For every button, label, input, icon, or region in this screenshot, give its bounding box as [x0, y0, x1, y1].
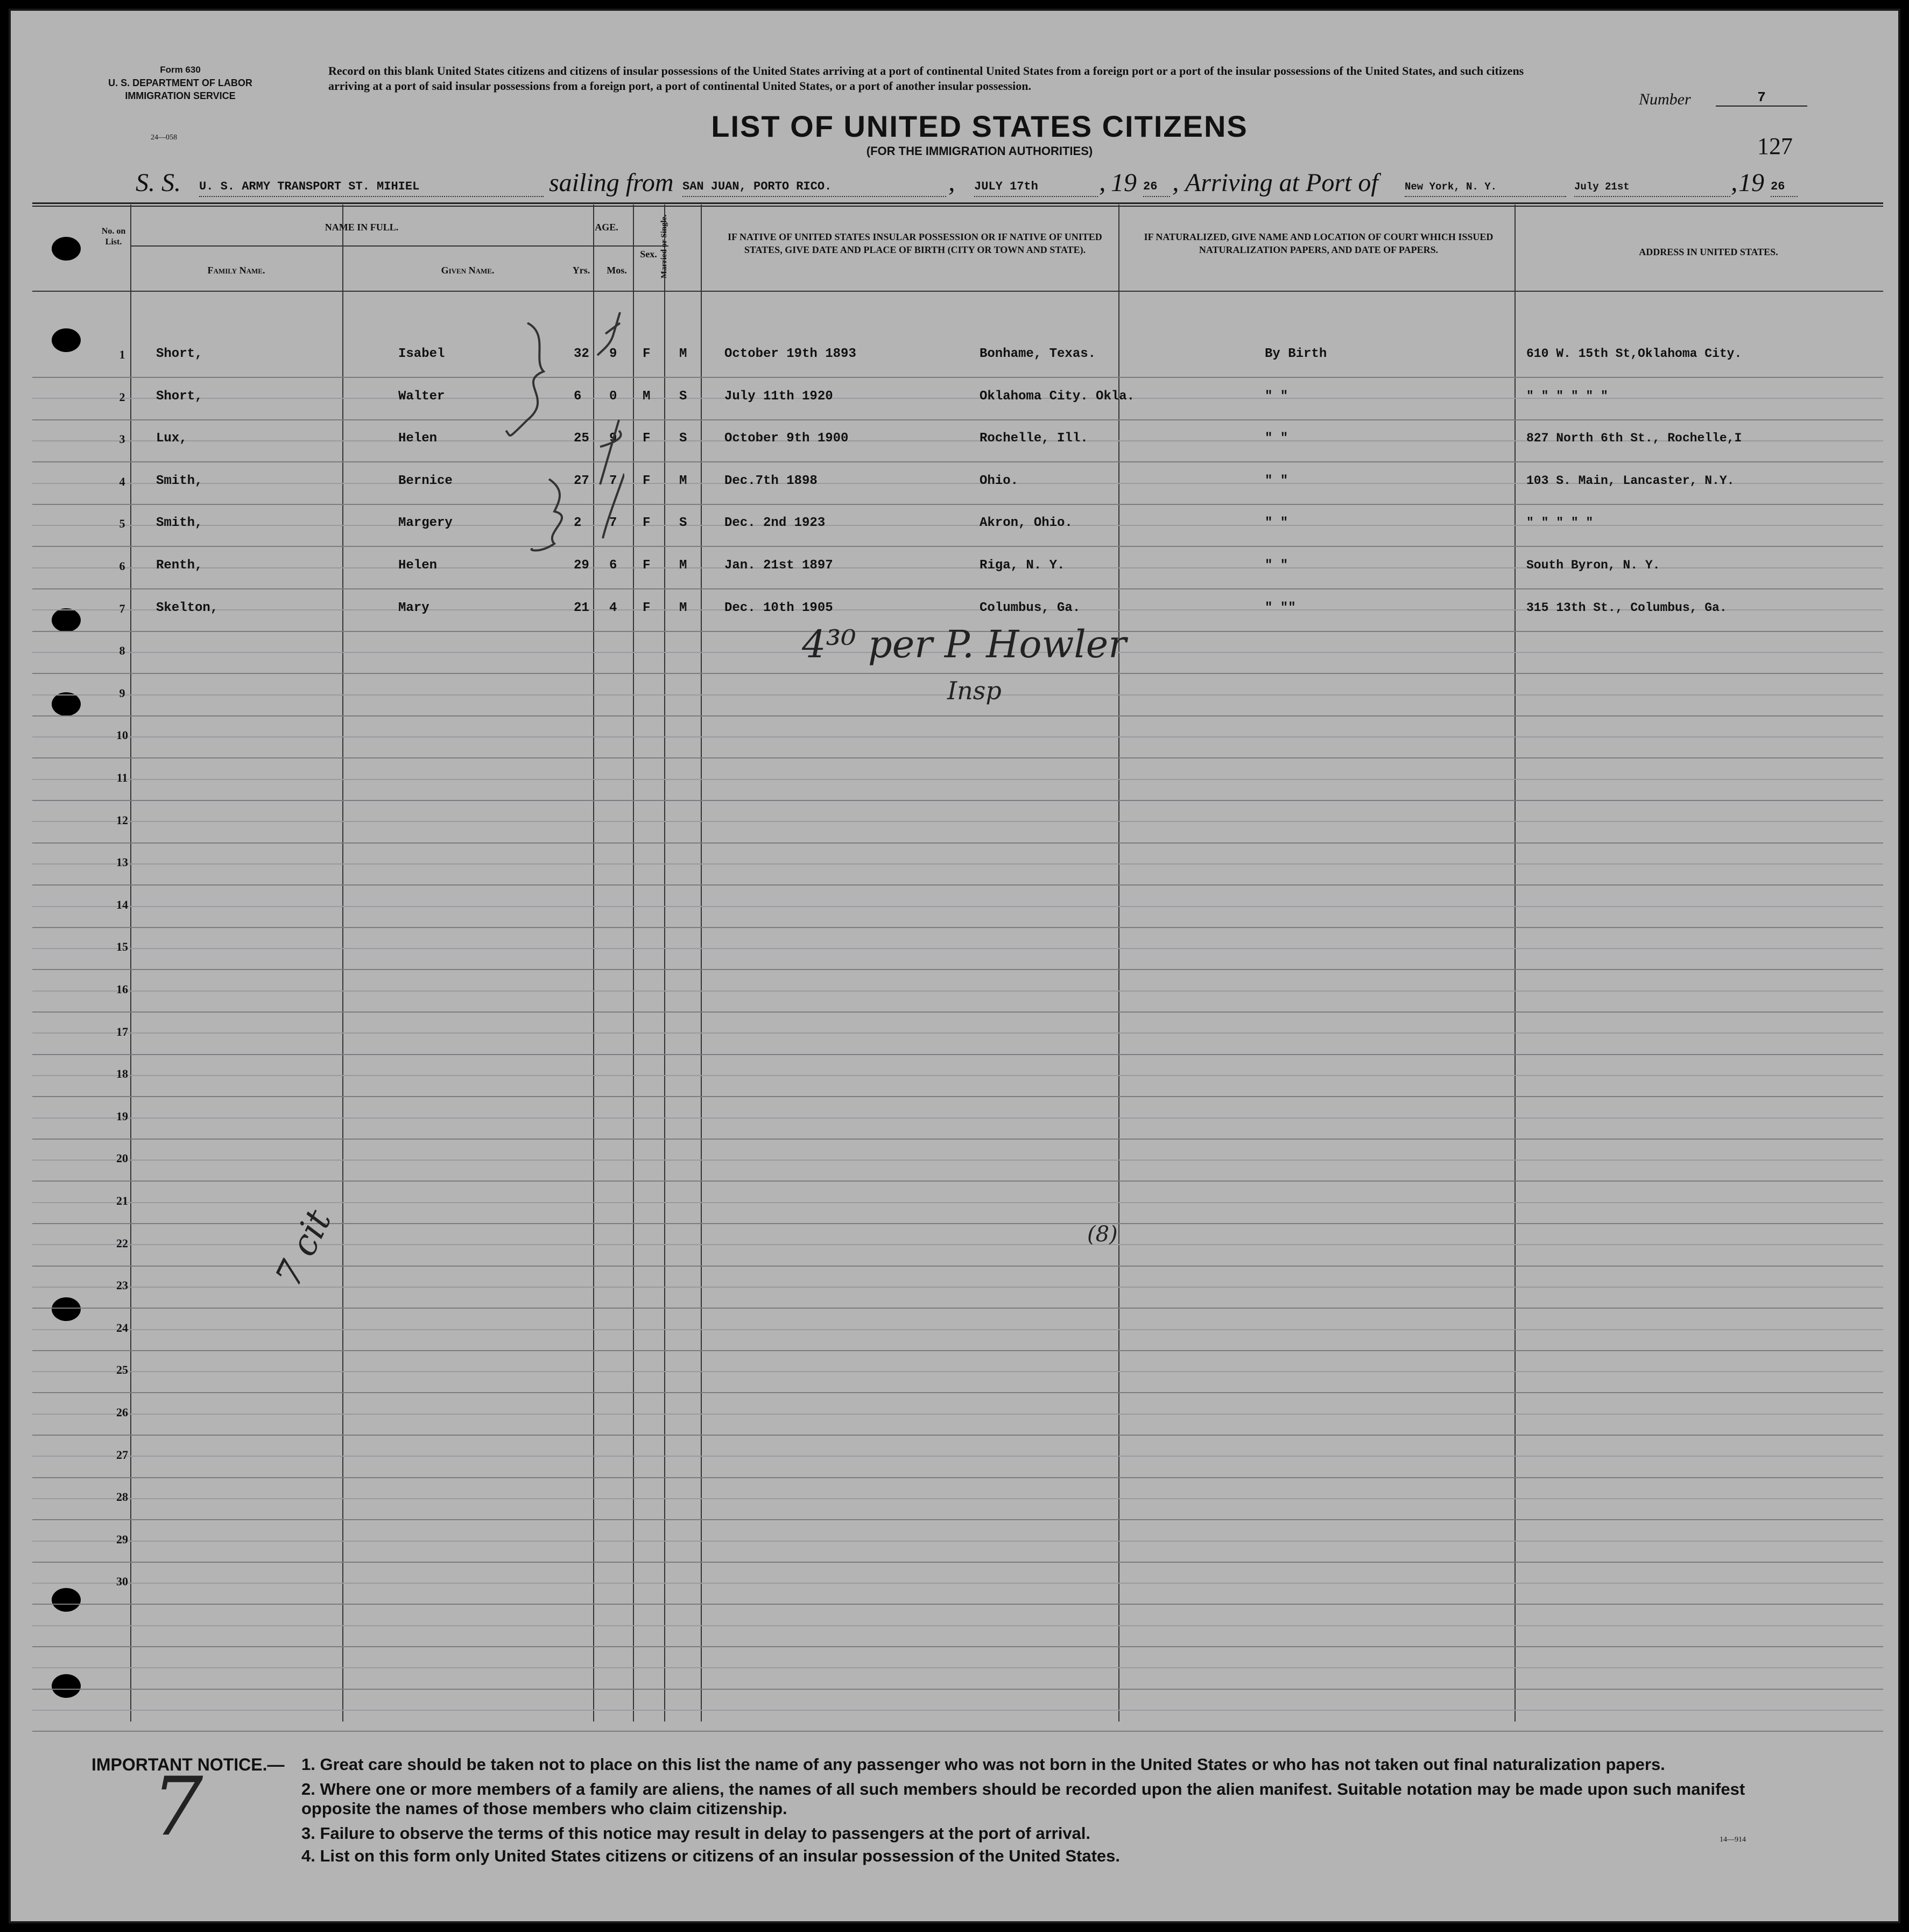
age-years-cell: 27 [574, 473, 589, 488]
row-number: 28 [116, 1490, 128, 1504]
family-name-cell: Short, [156, 389, 203, 404]
col-married-or-single: Married or Single. [660, 214, 668, 279]
us-address-cell: " " " " " [1526, 516, 1594, 530]
marital-status-cell: M [679, 473, 687, 488]
row-subrule [32, 1667, 1883, 1668]
row-rule [32, 1392, 1883, 1393]
handwritten-time-note: 4³⁰ per P. Howler [802, 622, 1126, 666]
number-label: Number [1639, 90, 1691, 108]
row-rule [32, 1308, 1883, 1309]
sex-cell: F [643, 600, 651, 615]
col-age-yrs: Yrs. [572, 265, 590, 276]
binder-hole [52, 692, 81, 716]
handwritten-insp-note: Insp [947, 676, 1002, 705]
birth-date-cell: Dec.7th 1898 [724, 473, 818, 488]
age-months-cell: 0 [609, 389, 617, 404]
col-family-name: Family Name. [207, 265, 265, 276]
sheet-number: 127 [1757, 133, 1793, 159]
record-instructions: Record on this blank United States citizens and citizens of insular possessions of the United States arriving at a port of continental United States from a foreign port or a port of the insular possessions of the United States, and such citizens arriving at a port of said insular possessions from a foreign port, a port of continental United States, or a port of another insular possession. [328, 64, 1524, 93]
year-prefix: 19 [1738, 168, 1764, 197]
age-years-cell: 2 [574, 516, 582, 531]
age-years-cell: 6 [574, 389, 582, 404]
row-number: 7 [119, 601, 125, 615]
row-number: 15 [116, 940, 128, 954]
family-name-cell: Skelton, [156, 600, 219, 615]
row-rule [32, 377, 1883, 378]
row-number: 14 [116, 897, 128, 911]
row-rule [32, 757, 1883, 758]
marital-status-cell: S [679, 389, 687, 404]
notice-item-2: 2. Where one or more members of a family are aliens, the names of all such members should be recorded upon the alien manifest. Suitable notation may be made upon such manifest opposite the names of those members who claim citizenship. [301, 1780, 1745, 1818]
row-rule [32, 1181, 1883, 1182]
sex-cell: F [643, 347, 651, 361]
sail-date: JULY 17th [974, 179, 1098, 197]
row-subrule [32, 779, 1883, 780]
family-name-cell: Short, [156, 347, 203, 361]
birth-place-cell: Ohio. [980, 473, 1019, 488]
col-no-on-list: No. on List. [101, 227, 126, 247]
naturalization-cell: By Birth [1265, 347, 1327, 361]
row-subrule [32, 1075, 1883, 1076]
naturalization-cell: " " [1265, 558, 1288, 573]
age-years-cell: 29 [574, 558, 589, 573]
us-address-cell: " " " " " " [1526, 389, 1608, 403]
row-subrule [32, 906, 1883, 907]
given-name-cell: Margery [398, 516, 453, 531]
row-subrule [32, 1541, 1883, 1542]
age-months-cell: 9 [609, 431, 617, 446]
department-name: U. S. DEPARTMENT OF LABOR [108, 78, 252, 88]
row-number: 9 [119, 686, 125, 700]
row-number: 6 [119, 559, 125, 573]
sex-cell: F [643, 516, 651, 531]
row-rule [32, 588, 1883, 589]
row-number: 19 [116, 1109, 128, 1123]
row-rule [32, 1011, 1883, 1013]
row-rule [32, 1096, 1883, 1097]
row-number: 26 [116, 1406, 128, 1419]
binder-hole [52, 1588, 81, 1612]
us-address-cell: South Byron, N. Y. [1526, 558, 1660, 572]
given-name-cell: Helen [398, 558, 438, 573]
given-name-cell: Bernice [398, 473, 453, 488]
row-number: 10 [116, 728, 128, 742]
family-name-cell: Smith, [156, 516, 203, 531]
row-number: 24 [116, 1320, 128, 1334]
row-rule [32, 673, 1883, 674]
row-number: 21 [116, 1194, 128, 1207]
row-rule [32, 1562, 1883, 1563]
notice-item-4: 4. List on this form only United States citizens or citizens of an insular possession of the United States. [301, 1846, 1120, 1865]
sailing-label: sailing from [549, 168, 674, 197]
us-address-cell: 103 S. Main, Lancaster, N.Y. [1526, 473, 1735, 488]
handwritten-count-note: 7 cit [267, 1203, 340, 1293]
birth-date-cell: Jan. 21st 1897 [724, 558, 833, 573]
us-address-cell: 315 13th St., Columbus, Ga. [1526, 600, 1727, 615]
binder-hole [52, 328, 81, 352]
row-rule [32, 842, 1883, 844]
col-age: AGE. [595, 222, 618, 233]
us-address-cell: 610 W. 15th St,Oklahoma City. [1526, 347, 1742, 361]
row-subrule [32, 1118, 1883, 1119]
row-number: 22 [116, 1236, 128, 1250]
given-name-cell: Helen [398, 431, 438, 446]
row-subrule [32, 1498, 1883, 1499]
birth-date-cell: October 19th 1893 [724, 347, 856, 361]
birth-place-cell: Akron, Ohio. [980, 516, 1073, 531]
row-subrule [32, 1414, 1883, 1415]
page-title: LIST OF UNITED STATES CITIZENS [711, 109, 1248, 143]
binder-hole [52, 1674, 81, 1698]
naturalization-cell: " " [1265, 389, 1288, 404]
row-rule [32, 1689, 1883, 1690]
row-subrule [32, 821, 1883, 822]
row-rule [32, 1731, 1883, 1732]
row-rule [32, 419, 1883, 420]
row-number: 17 [116, 1024, 128, 1038]
binder-hole [52, 608, 81, 632]
row-rule [32, 461, 1883, 462]
notice-item-1: 1. Great care should be taken not to place on this list the name of any passenger who was not born in the United States or who has not taken out final naturalization papers. [301, 1755, 1665, 1774]
age-years-cell: 25 [574, 431, 589, 446]
binder-hole [52, 237, 81, 261]
age-months-cell: 7 [609, 516, 617, 531]
row-subrule [32, 736, 1883, 737]
row-number: 2 [119, 390, 125, 404]
birth-date-cell: July 11th 1920 [724, 389, 833, 404]
handwritten-notice-mark: 7 [152, 1760, 203, 1854]
marital-status-cell: M [679, 558, 687, 573]
age-months-cell: 6 [609, 558, 617, 573]
family-name-cell: Renth, [156, 558, 203, 573]
row-subrule [32, 948, 1883, 949]
row-subrule [32, 1032, 1883, 1034]
birth-place-cell: Rochelle, Ill. [980, 431, 1088, 446]
row-rule [32, 715, 1883, 716]
row-number: 3 [119, 432, 125, 446]
age-months-cell: 4 [609, 600, 617, 615]
handwritten-circle-mark: (8) [1087, 1222, 1118, 1247]
row-number: 18 [116, 1067, 128, 1081]
row-number: 16 [116, 982, 128, 996]
list-number: 7 [1716, 89, 1807, 107]
manifest-page: Form 630 U. S. DEPARTMENT OF LABOR IMMIGRATION SERVICE 24—058 Record on this blank United States citizens and citizens of insular possessions of the United States arriving at a port of continental United States from a foreign port or a port of the insular possessions of the United States, and such citizens arriving at a port of said insular possessions from a foreign port, a port of continental United States, or a port of another insular possession. Number 7 LIST OF UNITED STATES CITIZENS (FOR THE IMMIGRATION AUTHORITIES) 127 S. S. U. S. ARMY TRANSPORT ST. MIHIEL sailing from SAN JUAN, PORTO RICO. , JULY 17th , 19 26 , Arriving at Port of New York, N. Y. July 21st , 19 26 No. on List. NAME IN FULL. Family Name. Given Name. AGE. Yrs. Mos. Sex. Married or Single. IF NATIVE OF UNITED STATES INSULAR POSSESSION OR IF NATIVE OF UNITED STATES, GIVE DATE AND PLACE OF BIRTH (CITY OR TOWN AND STATE). IF NATURALIZED, GIVE NAME AND LOCATION OF COURT WHICH ISSUED NATURALIZATION PAPERS, AND DATE OF PAPERS. ADDRESS IN UNITED STATES. 1 2 3 4 5 6 7 8 9 10 11 12 13 14 15 16 17 18 19 20 21 22 23 24 25 26 27 28 29 30 Short, Isabel 32 9 F M October 19th 1893 Bonhame, Texas. By Birth 610 W. 15th St,Oklahoma City. Short, Walter 6 0 M S July 11th 1920 Oklahoma City. Okla. " " " " " " " " Lux, Helen 25 9 F S October 9th 1900 Rochelle, Ill. " " 827 North 6th St., Rochelle,I Smith, Bernice 27 7 F M Dec.7th 1898 Ohio. " " 103 S. Main, Lancaster, N.Y. Smith, Margery 2 7 F S Dec. 2nd 1923 Akron, Ohio. " " " " " " " Renth, Helen 29 6 F M Jan. 21st 1897 Riga, N. Y. " " South Byron, N. Y. Skelton, Mary 21 4 F M Dec. 10th 1905 Columbus, Ga. " "" 315 13th St., Columbus, Ga. 4³⁰ per P. Howler Insp 7 cit (8) 7 IMPORTANT NOTICE.— 1. Great care should be taken not to place on this list the name of any passenger who was not born in the United States or who has not taken out final naturalization papers. 2. Where one or more members of a family are aliens, the names of all such members should be recorded upon the alien manifest. Suitable notation may be made upon such manifest opposite the names of those members who claim citizenship. 3. Failure to observe the terms of this notice may result in delay to passengers at the port of arrival. 4. List on this form only United States citizens or citizens of an insular possession of the United States. 14—914 [9, 9, 1900, 1923]
col-given-name: Given Name. [441, 265, 495, 276]
row-subrule [32, 1160, 1883, 1161]
sex-cell: F [643, 431, 651, 446]
row-rule [32, 884, 1883, 886]
from-port: SAN JUAN, PORTO RICO. [682, 179, 946, 197]
ship-name: U. S. ARMY TRANSPORT ST. MIHIEL [199, 179, 544, 197]
col-sex: Sex. [640, 249, 657, 259]
form-number: Form 630 [160, 65, 201, 75]
col-name-in-full: NAME IN FULL. [325, 222, 399, 233]
row-rule [32, 1435, 1883, 1436]
row-subrule [32, 1371, 1883, 1372]
naturalization-cell: " " [1265, 473, 1288, 488]
family-name-cell: Lux, [156, 431, 187, 446]
bottom-form-code: 14—914 [1720, 1836, 1746, 1844]
birth-place-cell: Bonhame, Texas. [980, 347, 1096, 361]
binder-hole [52, 1297, 81, 1321]
service-name: IMMIGRATION SERVICE [125, 90, 236, 101]
row-number: 4 [119, 474, 125, 488]
col-native-birth: IF NATIVE OF UNITED STATES INSULAR POSSESSION OR IF NATIVE OF UNITED STATES, GIVE DATE AND PLACE OF BIRTH (CITY OR TOWN AND STATE). [728, 231, 1102, 255]
birth-date-cell: Dec. 10th 1905 [724, 600, 833, 615]
arriving-label: Arriving at Port of [1185, 168, 1378, 197]
row-rule [32, 1054, 1883, 1055]
sex-cell: M [643, 389, 651, 404]
row-number: 20 [116, 1151, 128, 1165]
sail-year: 26 [1143, 179, 1170, 197]
arrival-date: July 21st [1574, 179, 1730, 197]
row-subrule [32, 1202, 1883, 1203]
sex-cell: F [643, 473, 651, 488]
row-number: 12 [116, 813, 128, 827]
row-rule [32, 1139, 1883, 1140]
age-months-cell: 7 [609, 473, 617, 488]
family-name-cell: Smith, [156, 473, 203, 488]
age-years-cell: 21 [574, 600, 589, 615]
row-rule [32, 969, 1883, 970]
row-rule [32, 1350, 1883, 1351]
col-naturalized: IF NATURALIZED, GIVE NAME AND LOCATION OF COURT WHICH ISSUED NATURALIZATION PAPERS, AND DATE OF PAPERS. [1144, 231, 1494, 255]
row-number: 5 [119, 517, 125, 531]
row-subrule [32, 1625, 1883, 1626]
col-age-mos: Mos. [607, 265, 627, 276]
form-identifier [91, 64, 269, 102]
row-rule [32, 291, 1883, 292]
given-name-cell: Mary [398, 600, 429, 615]
sex-cell: F [643, 558, 651, 573]
row-subrule [32, 1710, 1883, 1711]
row-rule [32, 1604, 1883, 1605]
marital-status-cell: S [679, 431, 687, 446]
row-subrule [32, 990, 1883, 992]
age-months-cell: 9 [609, 347, 617, 361]
us-address-cell: 827 North 6th St., Rochelle,I [1526, 431, 1742, 446]
row-rule [32, 1646, 1883, 1647]
marital-status-cell: M [679, 600, 687, 615]
row-subrule [32, 1583, 1883, 1584]
row-subrule [32, 1287, 1883, 1288]
birth-place-cell: Columbus, Ga. [980, 600, 1081, 615]
header-rule [32, 202, 1883, 204]
row-rule [32, 800, 1883, 801]
year-prefix: 19 [1111, 168, 1137, 197]
given-name-cell: Walter [398, 389, 445, 404]
row-rule [32, 927, 1883, 928]
row-subrule [32, 863, 1883, 865]
ss-label: S. S. [136, 168, 181, 197]
row-number: 13 [116, 855, 128, 869]
naturalization-cell: " " [1265, 516, 1288, 531]
row-rule [32, 546, 1883, 547]
birth-date-cell: October 9th 1900 [724, 431, 849, 446]
birth-place-cell: Riga, N. Y. [980, 558, 1065, 573]
row-number: 8 [119, 644, 125, 658]
notice-title: IMPORTANT NOTICE.— [91, 1755, 285, 1774]
age-years-cell: 32 [574, 347, 589, 361]
row-subrule [32, 1329, 1883, 1330]
page-subtitle: (FOR THE IMMIGRATION AUTHORITIES) [866, 144, 1093, 158]
row-number: 27 [116, 1448, 128, 1462]
row-number: 11 [116, 771, 128, 784]
birth-date-cell: Dec. 2nd 1923 [724, 516, 826, 531]
naturalization-cell: " "" [1265, 600, 1296, 615]
row-number: 1 [119, 348, 125, 361]
row-number: 29 [116, 1532, 128, 1546]
handwritten-bracket-marks [495, 312, 624, 560]
row-subrule [32, 525, 1883, 526]
birth-place-cell: Oklahoma City. Okla. [980, 389, 1135, 404]
arrival-year: 26 [1771, 179, 1798, 197]
given-name-cell: Isabel [398, 347, 445, 361]
form-code: 24—058 [151, 134, 177, 142]
marital-status-cell: S [679, 516, 687, 531]
row-rule [32, 1477, 1883, 1478]
notice-item-3: 3. Failure to observe the terms of this notice may result in delay to passengers at the port of arrival. [301, 1824, 1091, 1843]
row-number: 23 [116, 1278, 128, 1292]
col-address: ADDRESS IN UNITED STATES. [1639, 247, 1778, 257]
marital-status-cell: M [679, 347, 687, 361]
row-number: 30 [116, 1575, 128, 1589]
naturalization-cell: " " [1265, 431, 1288, 446]
row-number: 25 [116, 1363, 128, 1377]
row-subrule [32, 1456, 1883, 1457]
row-rule [32, 504, 1883, 505]
arrival-port: New York, N. Y. [1405, 179, 1566, 197]
row-rule [32, 1519, 1883, 1520]
